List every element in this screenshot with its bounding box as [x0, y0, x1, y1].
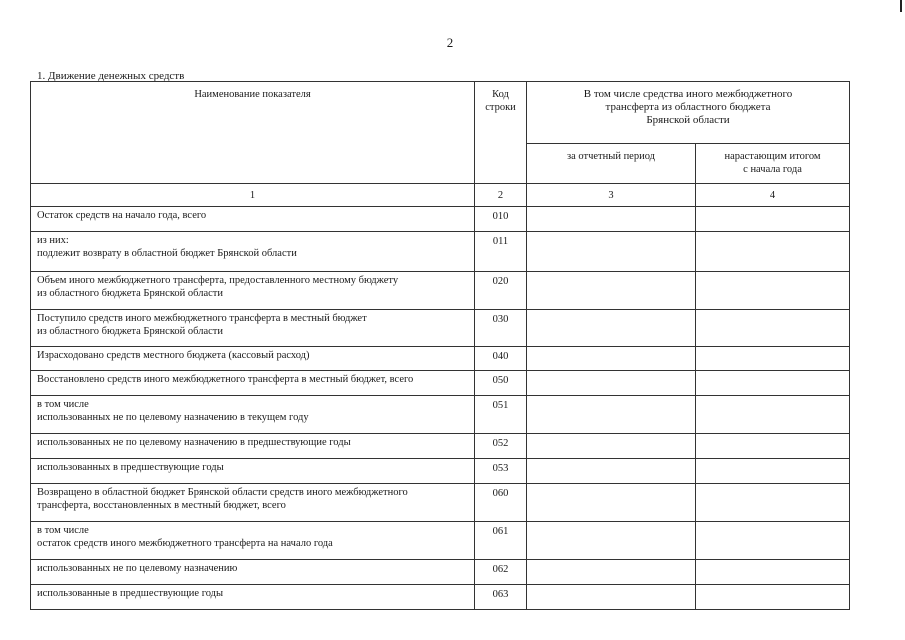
reporting-period-value [527, 560, 696, 585]
indicator-name-line2: остаток средств иного межбюджетного трансферта на начало года [37, 538, 333, 549]
table-body [31, 207, 850, 610]
header-group-line2: трансферта из областного бюджета [605, 101, 771, 113]
column-number: 4 [696, 184, 850, 207]
column-number: 1 [31, 184, 475, 207]
cumulative-value [696, 371, 850, 396]
indicator-name-line1: в том числе [37, 399, 89, 410]
reporting-period-value [527, 522, 696, 560]
page-number: 2 [446, 35, 454, 50]
cumulative-value [696, 272, 850, 310]
reporting-period-value [527, 207, 696, 232]
indicator-name-line2: подлежит возврату в областной бюджет Брянской области [37, 248, 297, 259]
scan-edge-mark [900, 0, 902, 12]
cumulative-value [696, 434, 850, 459]
reporting-period-value [527, 484, 696, 522]
indicator-name-line1: использованных не по целевому назначению в предшествующие годы [37, 437, 351, 448]
indicator-name-line1: Объем иного межбюджетного трансферта, предоставленного местному бюджету [37, 275, 399, 286]
indicator-name [31, 347, 475, 371]
reporting-period-value [527, 371, 696, 396]
reporting-period-value [527, 272, 696, 310]
table-row [31, 232, 850, 272]
reporting-period-value [527, 459, 696, 484]
cumulative-value [696, 396, 850, 434]
indicator-name-line1: использованные в предшествующие годы [37, 588, 224, 599]
table-row [31, 585, 850, 610]
column-number: 3 [527, 184, 696, 207]
indicator-name [31, 272, 475, 310]
indicator-name-line1: Восстановлено средств иного межбюджетного трансферта в местный бюджет, всего [37, 374, 414, 385]
indicator-name-line1: в том числе [37, 525, 89, 536]
cumulative-value [696, 310, 850, 347]
table-row [31, 484, 850, 522]
header-transfer-group [527, 82, 850, 144]
line-code: 062 [475, 560, 527, 585]
reporting-period-value [527, 396, 696, 434]
table-row [31, 310, 850, 347]
line-code: 052 [475, 434, 527, 459]
indicator-name-line1: использованных в предшествующие годы [37, 462, 224, 473]
header-cumulative-line2: с начала года [743, 164, 802, 175]
cumulative-value [696, 560, 850, 585]
indicator-name-line2: из областного бюджета Брянской области [37, 326, 223, 337]
indicator-name-line1: Израсходовано средств местного бюджета (кассовый расход) [37, 350, 310, 361]
line-code: 030 [475, 310, 527, 347]
reporting-period-value [527, 310, 696, 347]
indicator-name [31, 310, 475, 347]
cumulative-value [696, 484, 850, 522]
header-group-line1: В том числе средства иного межбюджетного [583, 88, 793, 100]
indicator-name [31, 396, 475, 434]
indicator-name [31, 371, 475, 396]
header-reporting-period: за отчетный период [527, 144, 696, 184]
header-code-line2: строки [485, 102, 516, 113]
indicator-name [31, 434, 475, 459]
line-code: 050 [475, 371, 527, 396]
indicator-name-line1: из них: [37, 235, 69, 246]
table-row [31, 207, 850, 232]
indicator-name [31, 484, 475, 522]
header-cumulative-line1: нарастающим итогом [724, 151, 821, 162]
line-code: 011 [475, 232, 527, 272]
indicator-name [31, 232, 475, 272]
header-code-line1: Код [492, 89, 509, 100]
reporting-period-value [527, 347, 696, 371]
table-row [31, 272, 850, 310]
indicator-name-line1: Возвращено в областной бюджет Брянской области средств иного межбюджетного [37, 487, 408, 498]
line-code: 040 [475, 347, 527, 371]
indicator-name-line2: трансферта, восстановленных в местный бюджет, всего [37, 500, 286, 511]
column-number: 2 [475, 184, 527, 207]
table-row [31, 522, 850, 560]
table-row [31, 434, 850, 459]
cumulative-value [696, 522, 850, 560]
line-code: 053 [475, 459, 527, 484]
header-indicator-name: Наименование показателя [31, 82, 475, 184]
table-row [31, 459, 850, 484]
reporting-period-value [527, 434, 696, 459]
indicator-name [31, 560, 475, 585]
reporting-period-value [527, 585, 696, 610]
table-row [31, 371, 850, 396]
indicator-name [31, 207, 475, 232]
header-cumulative [696, 144, 850, 184]
header-line-code [475, 82, 527, 184]
cumulative-value [696, 347, 850, 371]
cumulative-value [696, 207, 850, 232]
indicator-name [31, 522, 475, 560]
cash-flow-table [30, 81, 850, 610]
column-number-row [31, 184, 850, 207]
indicator-name-line1: использованных не по целевому назначению [37, 563, 238, 574]
table-row [31, 560, 850, 585]
table-row [31, 347, 850, 371]
cumulative-value [696, 585, 850, 610]
line-code: 061 [475, 522, 527, 560]
line-code: 063 [475, 585, 527, 610]
reporting-period-value [527, 232, 696, 272]
indicator-name-line1: Остаток средств на начало года, всего [37, 210, 207, 221]
indicator-name-line2: использованных не по целевому назначению в текущем году [37, 412, 309, 423]
line-code: 051 [475, 396, 527, 434]
indicator-name [31, 585, 475, 610]
indicator-name-line2: из областного бюджета Брянской области [37, 288, 223, 299]
line-code: 010 [475, 207, 527, 232]
line-code: 020 [475, 272, 527, 310]
cumulative-value [696, 232, 850, 272]
line-code: 060 [475, 484, 527, 522]
indicator-name-line1: Поступило средств иного межбюджетного трансферта в местный бюджет [37, 313, 367, 324]
cumulative-value [696, 459, 850, 484]
indicator-name [31, 459, 475, 484]
table-row [31, 396, 850, 434]
header-group-line3: Брянской области [646, 114, 730, 126]
section-title: 1. Движение денежных средств [37, 70, 185, 82]
